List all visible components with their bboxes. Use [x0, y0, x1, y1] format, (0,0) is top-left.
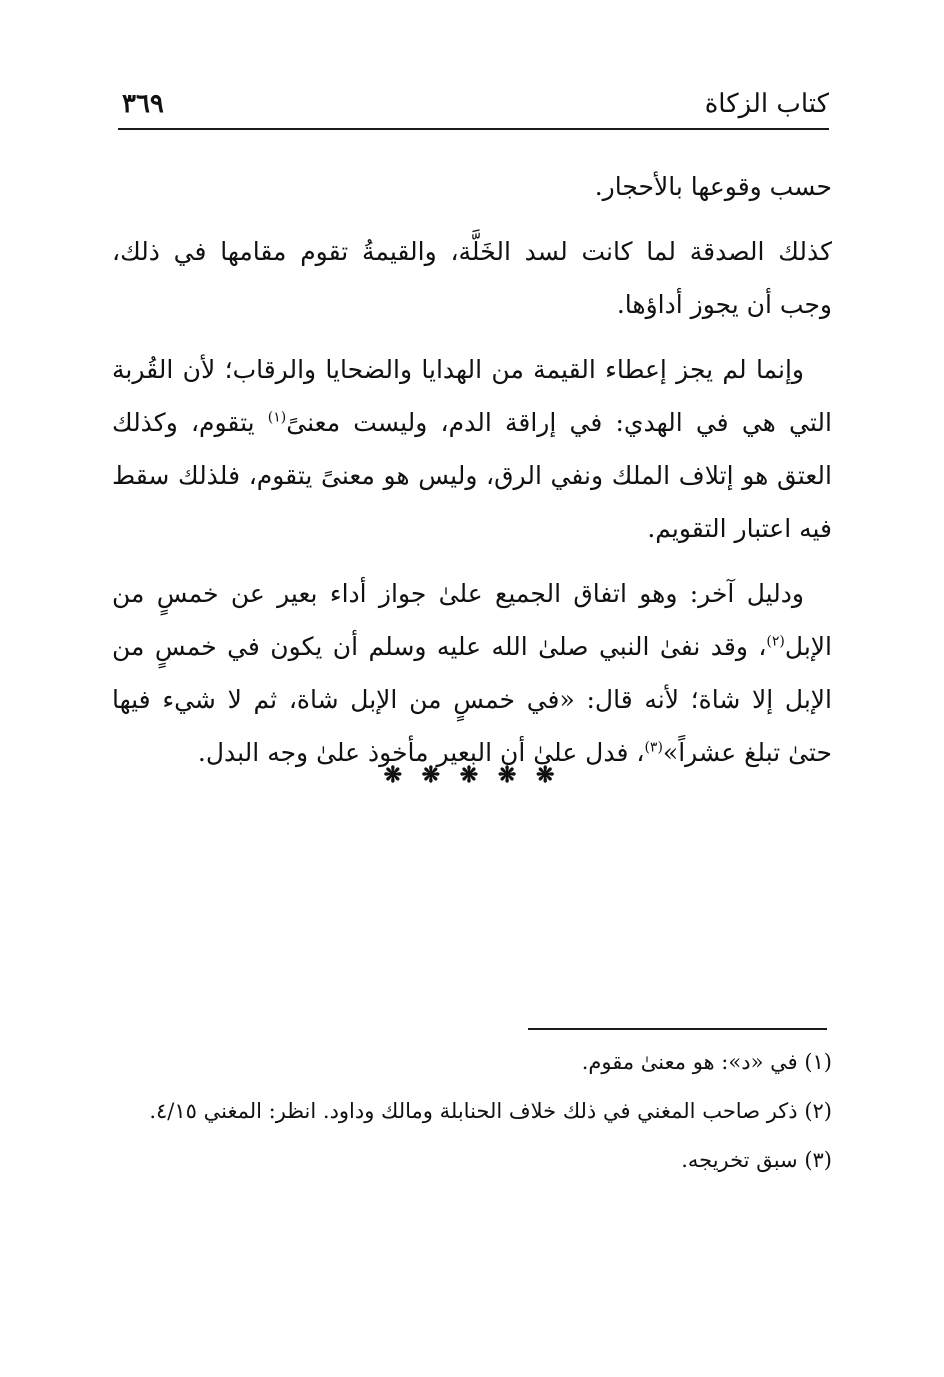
footnote-1: (١) في «د»: هو معنىٰ مقوم. [581, 1050, 832, 1074]
paragraph-4 [112, 567, 832, 779]
paragraph-4-part-1: ودليل آخر: وهو اتفاق الجميع علىٰ جواز أداء بعير عن خمسٍ من الإبل [112, 579, 832, 661]
footnote-3: (٣) سبق تخريجه. [681, 1148, 832, 1172]
paragraph-2: كذلك الصدقة لما كانت لسد الخَلَّة، والقيمةُ تقوم مقامها في ذلك، وجب أن يجوز أداؤها. [112, 237, 832, 319]
footnotes [112, 1040, 832, 1187]
footnote-2: (٢) ذكر صاحب المغني في ذلك خلاف الحنابلة ومالك وداود. انظر: المغني ٤/١٥. [149, 1099, 832, 1123]
page-header [118, 82, 829, 132]
page-number: ٣٦٩ [122, 89, 164, 119]
chapter-title: كتاب الزكاة [704, 89, 829, 119]
footnote-ref-2[interactable]: (٢) [766, 633, 785, 650]
header-divider [118, 128, 829, 130]
paragraph-4-part-3: ، فدل علىٰ أن البعير مأخوذ علىٰ وجه البدل. [197, 738, 645, 767]
paragraph-3 [112, 343, 832, 555]
paragraph-1: حسب وقوعها بالأحجار. [594, 172, 832, 201]
section-separator: ❋ ❋ ❋ ❋ ❋ [383, 762, 561, 788]
main-text [112, 160, 832, 791]
paragraph-4-part-2: ، وقد نفىٰ النبي صلىٰ الله عليه وسلم أن يكون في خمسٍ من الإبل إلا شاة؛ لأنه قال: «في خمسٍ من الإبل شاة، ثم لا شيء فيها حتىٰ تبلغ عشراً» [112, 632, 832, 767]
footnote-ref-3[interactable]: (٣) [644, 739, 663, 756]
footnote-ref-1[interactable]: (١) [267, 409, 287, 426]
paragraph-3-part-2: يتقوم، وكذلك العتق هو إتلاف الملك ونفي الرق، وليس هو معنىً يتقوم، فلذلك سقط فيه اعتبار التقويم. [112, 408, 832, 543]
footnote-divider [528, 1028, 827, 1030]
paragraph-3-part-1: وإنما لم يجز إعطاء القيمة من الهدايا والضحايا والرقاب؛ لأن القُربة التي هي في الهدي: في إراقة الدم، وليست معنىً [112, 355, 832, 437]
